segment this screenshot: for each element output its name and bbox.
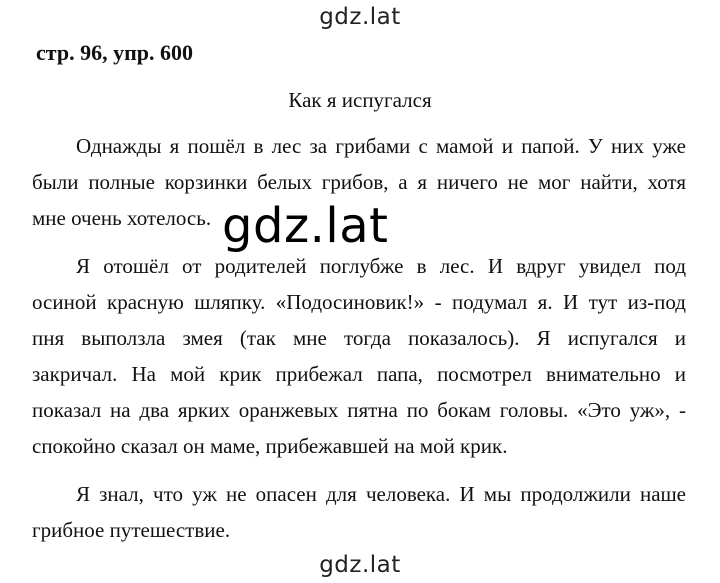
paragraph-line: Я отошёл от родителей поглубже в лес. И вдруг увидел под [76, 254, 686, 278]
watermark-top: gdz.lat [319, 4, 401, 30]
paragraph-line: мне очень хотелось. [32, 206, 212, 230]
paragraph-line: Я знал, что уж не опасен для человека. И мы продолжили наше [76, 482, 686, 506]
paragraph-line: были полные корзинки белых грибов, а я ничего не мог найти, хотя [32, 170, 686, 194]
paragraph-line: спокойно сказал он маме, прибежавшей на мой крик. [32, 434, 508, 458]
watermark-bottom: gdz.lat [319, 552, 401, 578]
paragraph-3 [32, 476, 686, 548]
paragraph-line: показал на два ярких оранжевых пятна по бокам головы. «Это уж», - [32, 398, 686, 422]
watermark-center: gdz.lat [222, 198, 389, 254]
paragraph-line: Однажды я пошёл в лес за грибами с мамой и папой. У них уже [76, 134, 686, 158]
story-title: Как я испугался [288, 88, 432, 112]
paragraph-2 [32, 248, 686, 464]
paragraph-line: грибное путешествие. [32, 518, 231, 542]
paragraph-line: осиной красную шляпку. «Подосиновик!» - подумал я. И тут из-под [32, 290, 686, 314]
exercise-header: стр. 96, упр. 600 [36, 40, 193, 65]
paragraph-line: пня выползла змея (так мне тогда показалось). Я испугался и [32, 326, 686, 350]
paragraph-line: закричал. На мой крик прибежал папа, посмотрел внимательно и [32, 362, 686, 386]
